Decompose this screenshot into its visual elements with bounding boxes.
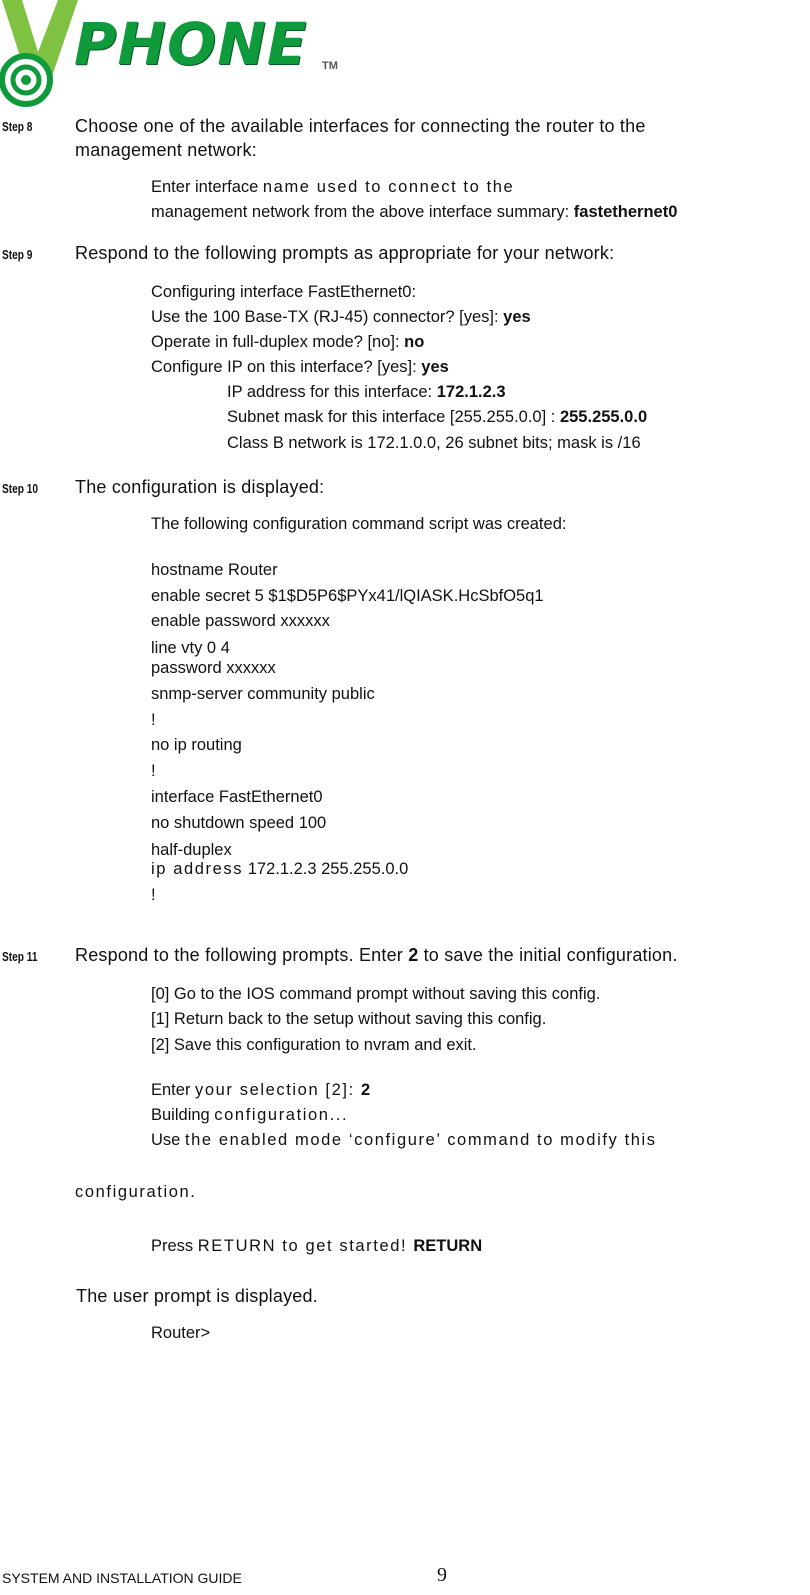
step-8-line-2: management network from the above interface summary: fastethernet0 [151, 203, 678, 221]
configuration-word: configuration. [75, 1183, 197, 1201]
logo-trademark: TM [322, 60, 338, 72]
script-line: ! [151, 711, 156, 729]
step-9-sub-line: Class B network is 172.1.0.0, 26 subnet bits; mask is /16 [227, 434, 641, 452]
step-8-label: Step 8 [2, 119, 33, 134]
step-10-label: Step 10 [2, 481, 39, 496]
router-prompt: Router> [151, 1324, 211, 1342]
step-10-intro: The configuration is displayed: [75, 477, 325, 497]
script-line: line vty 0 4 [151, 639, 230, 657]
menu-option: [0] Go to the IOS command prompt without saving this config. [151, 985, 601, 1003]
script-line: ip address 172.1.2.3 255.255.0.0 [151, 860, 409, 878]
script-line: half-duplex [151, 841, 232, 859]
logo-v-icon [0, 0, 80, 112]
logo-wordmark: PHONE [74, 10, 308, 78]
step-9-sub-line: Subnet mask for this interface [255.255.0.0] : 255.255.0.0 [227, 408, 648, 426]
step-8-intro-line-2: management network: [75, 140, 257, 160]
building-line: Building configuration... [151, 1106, 349, 1124]
step-9-line: Configuring interface FastEthernet0: [151, 283, 417, 301]
script-line: ! [151, 886, 156, 904]
step-9-line: Operate in full-duplex mode? [no]: no [151, 333, 425, 351]
press-return-line: Press RETURN to get started! RETURN [151, 1237, 483, 1255]
step-9-line: Configure IP on this interface? [yes]: yes [151, 358, 449, 376]
step-11-intro: Respond to the following prompts. Enter 2 to save the initial configuration. [75, 945, 678, 965]
step-8-line-1: Enter interface name used to connect to the [151, 178, 515, 196]
selection-line: Enter your selection [2]: 2 [151, 1081, 371, 1099]
menu-option: [2] Save this configuration to nvram and exit. [151, 1036, 477, 1054]
step-8-intro-line-1: Choose one of the available interfaces for connecting the router to the [75, 116, 646, 136]
step-9-intro: Respond to the following prompts as appropriate for your network: [75, 243, 615, 263]
use-line: Use the enabled mode ‘configure’ command to modify this [151, 1131, 657, 1149]
script-line: no ip routing [151, 736, 242, 754]
interface-value: fastethernet0 [573, 203, 678, 221]
script-line: enable secret 5 $1$D5P6$PYx41/lQIASK.HcSbfO5q1 [151, 587, 544, 605]
script-line: password xxxxxx [151, 659, 276, 677]
page-number: 9 [437, 1564, 447, 1586]
footer-title: SYSTEM AND INSTALLATION GUIDE [2, 1570, 242, 1586]
script-line: enable password xxxxxx [151, 612, 330, 630]
menu-option: [1] Return back to the setup without saving this config. [151, 1010, 547, 1028]
script-line: no shutdown speed 100 [151, 814, 327, 832]
step-11-label: Step 11 [2, 949, 38, 964]
step-9-label: Step 9 [2, 247, 33, 262]
script-line: hostname Router [151, 561, 278, 579]
script-line: snmp-server community public [151, 685, 375, 703]
step-9-sub-line: IP address for this interface: 172.1.2.3 [227, 383, 506, 401]
logo [0, 0, 355, 112]
step-9-line: Use the 100 Base-TX (RJ-45) connector? [yes]: yes [151, 308, 531, 326]
user-prompt-note: The user prompt is displayed. [76, 1286, 318, 1306]
step-10-lead: The following configuration command script was created: [151, 515, 567, 533]
script-line: interface FastEthernet0 [151, 788, 323, 806]
script-line: ! [151, 762, 156, 780]
